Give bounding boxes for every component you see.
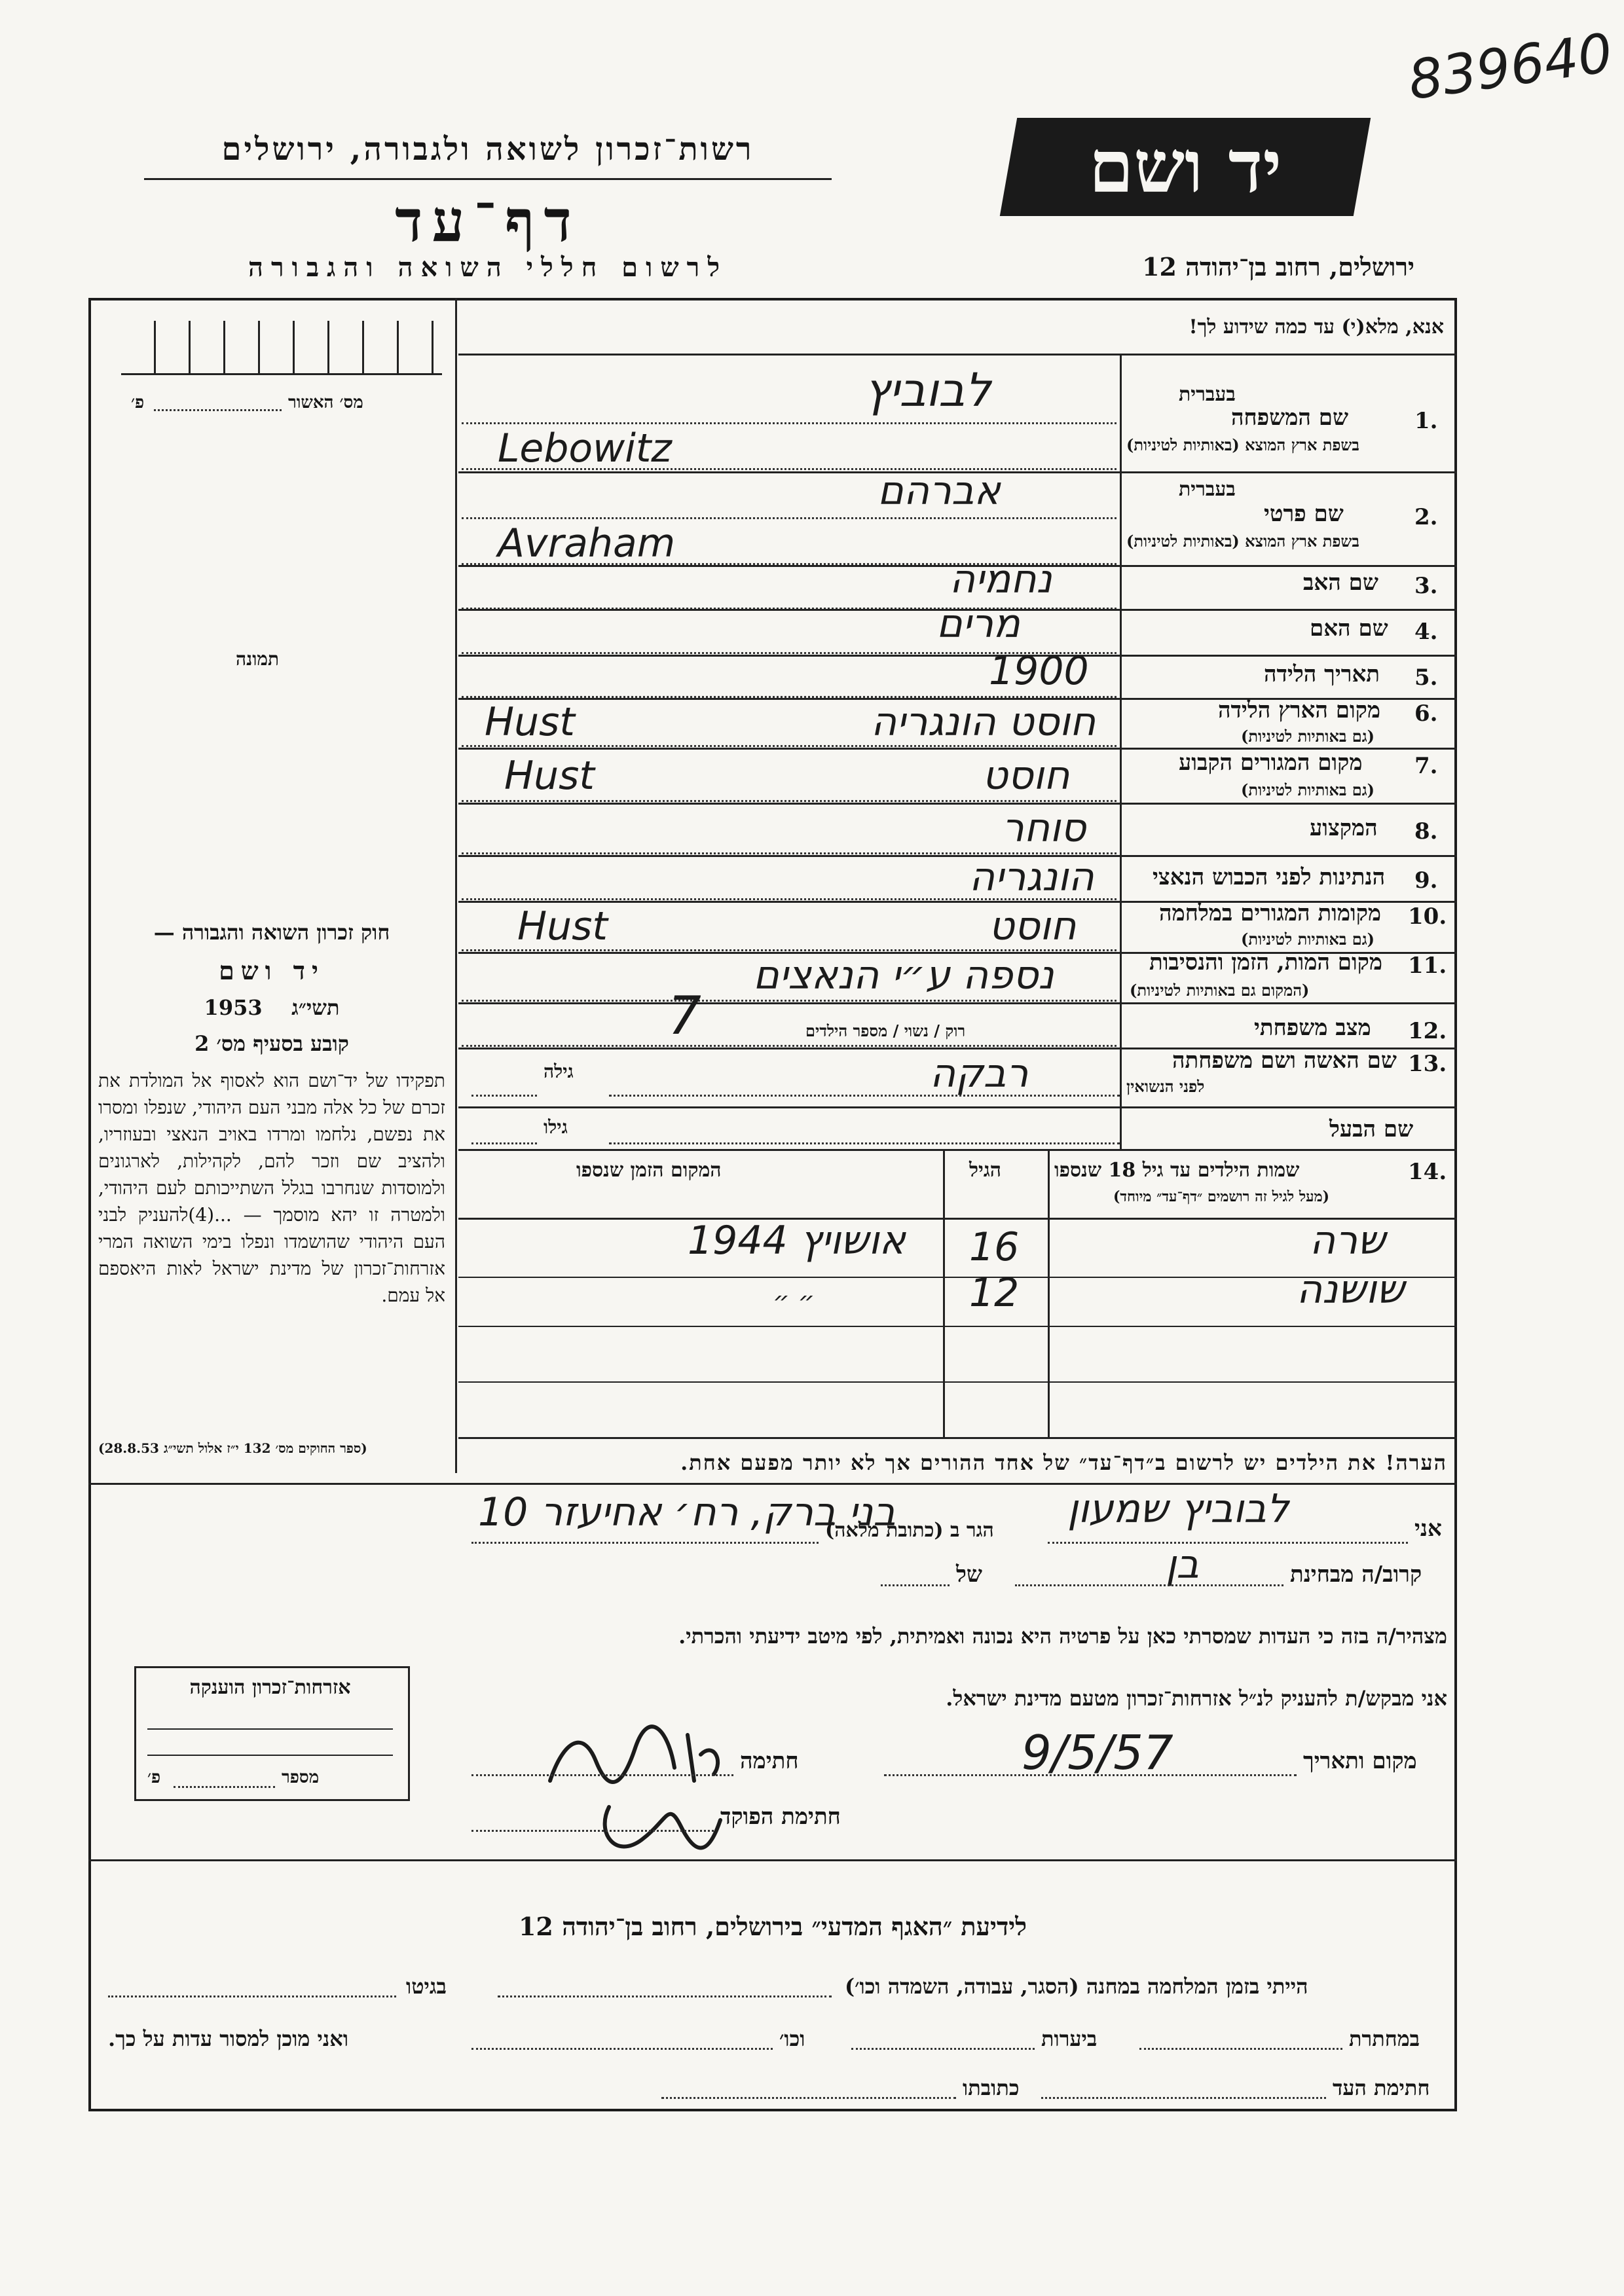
signature-line <box>471 1774 733 1776</box>
date-value[interactable]: 9/5/57 <box>1022 1725 1173 1780</box>
children-header-sub: (מעל לגיל זה רושמים ״דף־עד״ מיוחד) <box>1113 1188 1330 1205</box>
field-1-tag: בעברית <box>1179 383 1236 406</box>
field-6-value[interactable]: חוסט הונגריה <box>871 699 1096 745</box>
field-13-line <box>609 1095 1120 1097</box>
children-bottom-rule <box>458 1437 1457 1439</box>
field-13-sub: לפני הנשואין <box>1126 1077 1205 1096</box>
frame-rule-top <box>458 354 1457 355</box>
row-rule-4 <box>458 655 1457 657</box>
child-1-age[interactable]: 16 <box>969 1224 1020 1270</box>
child-2-name[interactable]: שושנה <box>1297 1267 1405 1313</box>
footer-rule <box>88 1859 1457 1861</box>
declaration-statement: מצהיר/ה בזה כי העדות שמסרתי כאן על פרטיה היא נכונה ואמיתית, לפי מיטב ידיעתי והכרתי. <box>678 1624 1447 1649</box>
field-11-line <box>462 1000 1116 1002</box>
footer-line-3-start: חתימת העד <box>1333 2075 1430 2100</box>
field-5-label: תאריך הלידה <box>1264 661 1380 687</box>
field-6-number: 6. <box>1414 701 1438 727</box>
field-10-number: 10. <box>1408 903 1447 930</box>
citizenship-number-suffix: פ׳ <box>147 1768 161 1787</box>
field-12-value[interactable]: 7 <box>668 985 701 1046</box>
children-col-2 <box>943 1149 945 1437</box>
field-6-sub: (גם באותיות לטיניות) <box>1241 727 1375 746</box>
children-col-1 <box>1048 1149 1050 1437</box>
field-2-number: 2. <box>1414 504 1438 530</box>
note-rule <box>88 1483 1457 1485</box>
field-husband-age-label: גילו <box>544 1116 568 1138</box>
citizenship-number-label: מספר <box>282 1768 320 1787</box>
field-12-line <box>462 1045 1116 1047</box>
citizenship-box-line-1 <box>147 1728 393 1730</box>
signature-label: חתימה <box>740 1748 799 1774</box>
field-9-line <box>462 898 1116 900</box>
child-2-place[interactable]: ״ ״ <box>773 1286 815 1317</box>
field-13-label: שם האשה ושם משפחתה <box>1172 1048 1397 1074</box>
field-10-value[interactable]: חוסט <box>989 903 1077 949</box>
field-1-line-latin <box>462 468 1116 470</box>
field-13-age-label: גילה <box>544 1061 574 1082</box>
field-2-tag: בעברית <box>1179 478 1236 501</box>
field-5-value[interactable]: 1900 <box>989 648 1089 694</box>
children-age-header: הגיל <box>969 1159 1002 1182</box>
footer-title: לידיעת ״האגף המדעי״ בירושלים, רחוב בן־יהודה 12 <box>518 1912 1027 1941</box>
footer-line-1-end: בגיטו <box>406 1974 447 1999</box>
row-rule-8 <box>458 855 1457 857</box>
relative-line <box>1015 1584 1283 1586</box>
row-rule-13 <box>458 1106 1457 1108</box>
form-title: דף־עד <box>395 187 581 255</box>
field-10-sub: (גם באותיות לטיניות) <box>1241 930 1375 949</box>
field-5-number: 5. <box>1414 665 1438 691</box>
children-row-rule-3 <box>458 1381 1457 1383</box>
row-rule-11 <box>458 1002 1457 1004</box>
field-7-number: 7. <box>1414 753 1438 779</box>
field-1-latin[interactable]: Lebowitz <box>498 426 672 471</box>
field-husband-age-line <box>471 1142 537 1144</box>
field-13-age-line <box>471 1095 537 1097</box>
officer-signature-label: חתימת הפוקד <box>720 1804 841 1830</box>
law-reference: (ספר החוקים מס׳ 132 י״ז אלול תשי״ג 28.8.53) <box>98 1440 367 1456</box>
yad-vashem-logo <box>1000 118 1371 216</box>
declaration-address-label: הגר ב (כתובת מלאה) <box>825 1519 994 1542</box>
field-6-label: מקום הארץ הלידה <box>1218 697 1381 723</box>
field-11-number: 11. <box>1408 953 1447 979</box>
place-date-line <box>884 1774 1297 1776</box>
field-12-sub: רוק / נשוי / מספר הילדים <box>805 1021 966 1040</box>
field-1-sub: בשפת ארץ המוצא (באותיות לטיניות) <box>1126 435 1359 454</box>
declaration-i-label: אני <box>1414 1516 1442 1542</box>
field-9-number: 9. <box>1414 867 1438 894</box>
header-rule <box>144 178 832 180</box>
citizenship-box-title: אזרחות־זכרון הוענקה <box>189 1676 351 1699</box>
footer-line-2-mid-1: ביערות <box>1041 2026 1098 2051</box>
child-1-place[interactable]: אושויץ 1944 <box>688 1218 906 1264</box>
law-clause: קובע בסעיף מס׳ 2 <box>194 1031 349 1056</box>
approval-suffix: פ׳ <box>131 393 145 412</box>
field-4-number: 4. <box>1414 619 1438 645</box>
of-line <box>881 1584 950 1586</box>
field-12-label: מצב משפחתי <box>1254 1015 1371 1041</box>
field-13-number: 13. <box>1408 1051 1447 1077</box>
place-date-label: מקום ותאריך <box>1303 1748 1417 1774</box>
field-8-number: 8. <box>1414 818 1438 845</box>
relative-label: קרוב/ה מבחינת <box>1290 1561 1422 1588</box>
logo-text: יד ושם <box>1088 124 1282 209</box>
officer-signature[interactable] <box>589 1781 733 1866</box>
field-7-sub: (גם באותיות לטיניות) <box>1241 780 1375 799</box>
field-husband-line <box>609 1142 1120 1144</box>
declaration-address-line <box>471 1542 819 1544</box>
photo-label: תמונה <box>236 648 280 670</box>
field-1-hebrew[interactable]: לבוביץ <box>864 363 991 417</box>
of-label: של <box>956 1561 982 1588</box>
declaration-i-line <box>1048 1542 1408 1544</box>
footer-line-2-blank-1 <box>1139 2048 1342 2050</box>
law-name: יד ושם <box>219 956 325 985</box>
field-6-line <box>462 745 1116 747</box>
footer-line-2-end: ואני מוכן למסור עדות על כך. <box>108 2026 349 2051</box>
row-rule-7 <box>458 803 1457 805</box>
law-year-hebrew: תשי״ג <box>291 995 340 1020</box>
field-4-label: שם האם <box>1310 615 1388 642</box>
footer-line-3-end: כתובתו <box>963 2075 1020 2100</box>
field-11-sub: (המקום גם באותיות לטיניות) <box>1130 981 1310 1000</box>
declaration-request: אני מבקש/ת להעניק לנ״ל אזרחות־זכרון מטעם מדינת ישראל. <box>946 1686 1447 1711</box>
field-11-label: מקום המות, הזמן והנסיבות <box>1149 949 1383 975</box>
law-year: 1953 <box>204 995 263 1020</box>
child-2-age[interactable]: 12 <box>969 1270 1020 1316</box>
children-note: הערה! את הילדים יש לרשום ב״דף־עד״ של אחד ההורים אך לא יותר מפעם אחת. <box>680 1450 1447 1475</box>
left-panel-divider <box>455 298 457 1473</box>
field-3-label: שם האב <box>1303 570 1378 596</box>
footer-line-1-blank <box>498 1995 832 1997</box>
approval-label: מס׳ האשור <box>288 393 363 412</box>
field-10-latin[interactable]: Hust <box>517 903 608 949</box>
officer-signature-line <box>471 1830 714 1832</box>
citizenship-box-line-2 <box>147 1755 393 1756</box>
field-11-value[interactable]: נספה ע״י הנאצים <box>753 953 1054 998</box>
approval-boxes <box>121 321 442 375</box>
field-2-label: שם פרטי <box>1264 501 1344 527</box>
field-2-line-hebrew <box>462 517 1116 519</box>
footer-line-2-start: במחתרת <box>1349 2026 1420 2051</box>
field-7-label: מקום המגורים הקבוע <box>1179 750 1363 776</box>
footer-line-3-blank-2 <box>661 2097 956 2099</box>
row-rule-14 <box>458 1149 1457 1151</box>
child-1-name[interactable]: שרה <box>1310 1218 1386 1264</box>
field-13-value[interactable]: רבקה <box>930 1051 1029 1097</box>
field-2-latin[interactable]: Avraham <box>498 520 676 566</box>
declaration-address-value[interactable]: בני ברק, רח׳ אחיעזר 10 <box>478 1489 896 1535</box>
field-7-latin[interactable]: Hust <box>504 753 595 799</box>
children-row-rule-2 <box>458 1326 1457 1327</box>
field-3-number: 3. <box>1414 573 1438 599</box>
footer-line-3-blank-1 <box>1041 2097 1326 2099</box>
field-12-number: 12. <box>1408 1018 1447 1044</box>
declaration-i-value[interactable]: לבוביץ שמעון <box>1067 1486 1289 1532</box>
address: ירושלים, רחוב בן־יהודה 12 <box>1142 252 1414 282</box>
children-place-header: המקום הזמן שנספו <box>576 1159 722 1182</box>
children-number: 14. <box>1408 1159 1447 1185</box>
footer-line-1-tail <box>108 1995 396 1997</box>
field-1-label: שם המשפחה <box>1231 405 1349 431</box>
field-9-value[interactable]: הונגריה <box>969 854 1094 900</box>
field-7-value[interactable]: חוסט <box>982 753 1070 799</box>
field-8-value[interactable]: סוחר <box>1002 805 1086 851</box>
intro-line: אנא, מלא(י) עד כמה שידוע לך! <box>1189 316 1444 338</box>
field-2-sub: בשפת ארץ המוצא (באותיות לטיניות) <box>1126 532 1359 551</box>
field-10-line <box>462 949 1116 951</box>
field-1-number: 1. <box>1414 408 1438 434</box>
approval-line <box>154 409 282 411</box>
law-title: חוק זכרון השואה והגבורה — <box>153 920 390 945</box>
law-year-row <box>98 995 445 1020</box>
children-header-rule <box>458 1218 1457 1220</box>
field-1-line-hebrew <box>462 422 1116 424</box>
citizenship-number-line <box>174 1786 275 1788</box>
archive-number: 839640 <box>1404 22 1617 113</box>
field-7-line <box>462 800 1116 802</box>
footer-line-2-mid-2: וכו׳ <box>779 2026 805 2051</box>
field-2-hebrew[interactable]: אברהם <box>877 468 1001 514</box>
institution-name: רשות־זכרון לשואה ולגבורה, ירושלים <box>221 131 754 168</box>
form-subtitle: לרשום חללי השואה והגבורה <box>248 252 728 283</box>
relative-value[interactable]: בן <box>1166 1542 1200 1588</box>
field-8-label: המקצוע <box>1310 815 1378 841</box>
children-header: שמות הילדים עד גיל 18 שנספו <box>1054 1159 1300 1182</box>
field-husband-label: שם הבעל <box>1329 1116 1414 1142</box>
footer-line-2-blank-2 <box>851 2048 1035 2050</box>
field-6-latin[interactable]: Hust <box>485 699 575 745</box>
field-3-value[interactable]: נחמיה <box>950 556 1052 602</box>
footer-line-1: הייתי בזמן המלחמה במחנה (הסגר, עבודה, השמדה וכו׳) <box>845 1974 1308 1999</box>
field-4-value[interactable]: מרים <box>936 601 1020 647</box>
field-9-label: הנתינות לפני הכבוש הנאצי <box>1153 864 1386 890</box>
law-text: תפקידו של יד־ושם הוא לאסוף אל המולדת את זכרם של כל אלה מבני העם היהודי, שנפלו ומסרו את נפשם, נלחמו ומרדו באויב הנאצי ובעוזריו, ולהציב שם וזכר להם, לקהילות, לארגונים ולמוסדות שנחרבו בגלל השתייכותם לעם היהודי, ולמטרה זו יהא מוסמך — ...(4)להעניק לבני העם היהודי שהושמדו ונפלו בימי השואה המרי אזרחות־זכרון של מדינת ישראל לאות היאספם אל עמם. <box>98 1070 445 1306</box>
field-10-label: מקומות המגורים במלחמה <box>1159 900 1382 926</box>
footer-line-2-blank-3 <box>471 2048 773 2050</box>
